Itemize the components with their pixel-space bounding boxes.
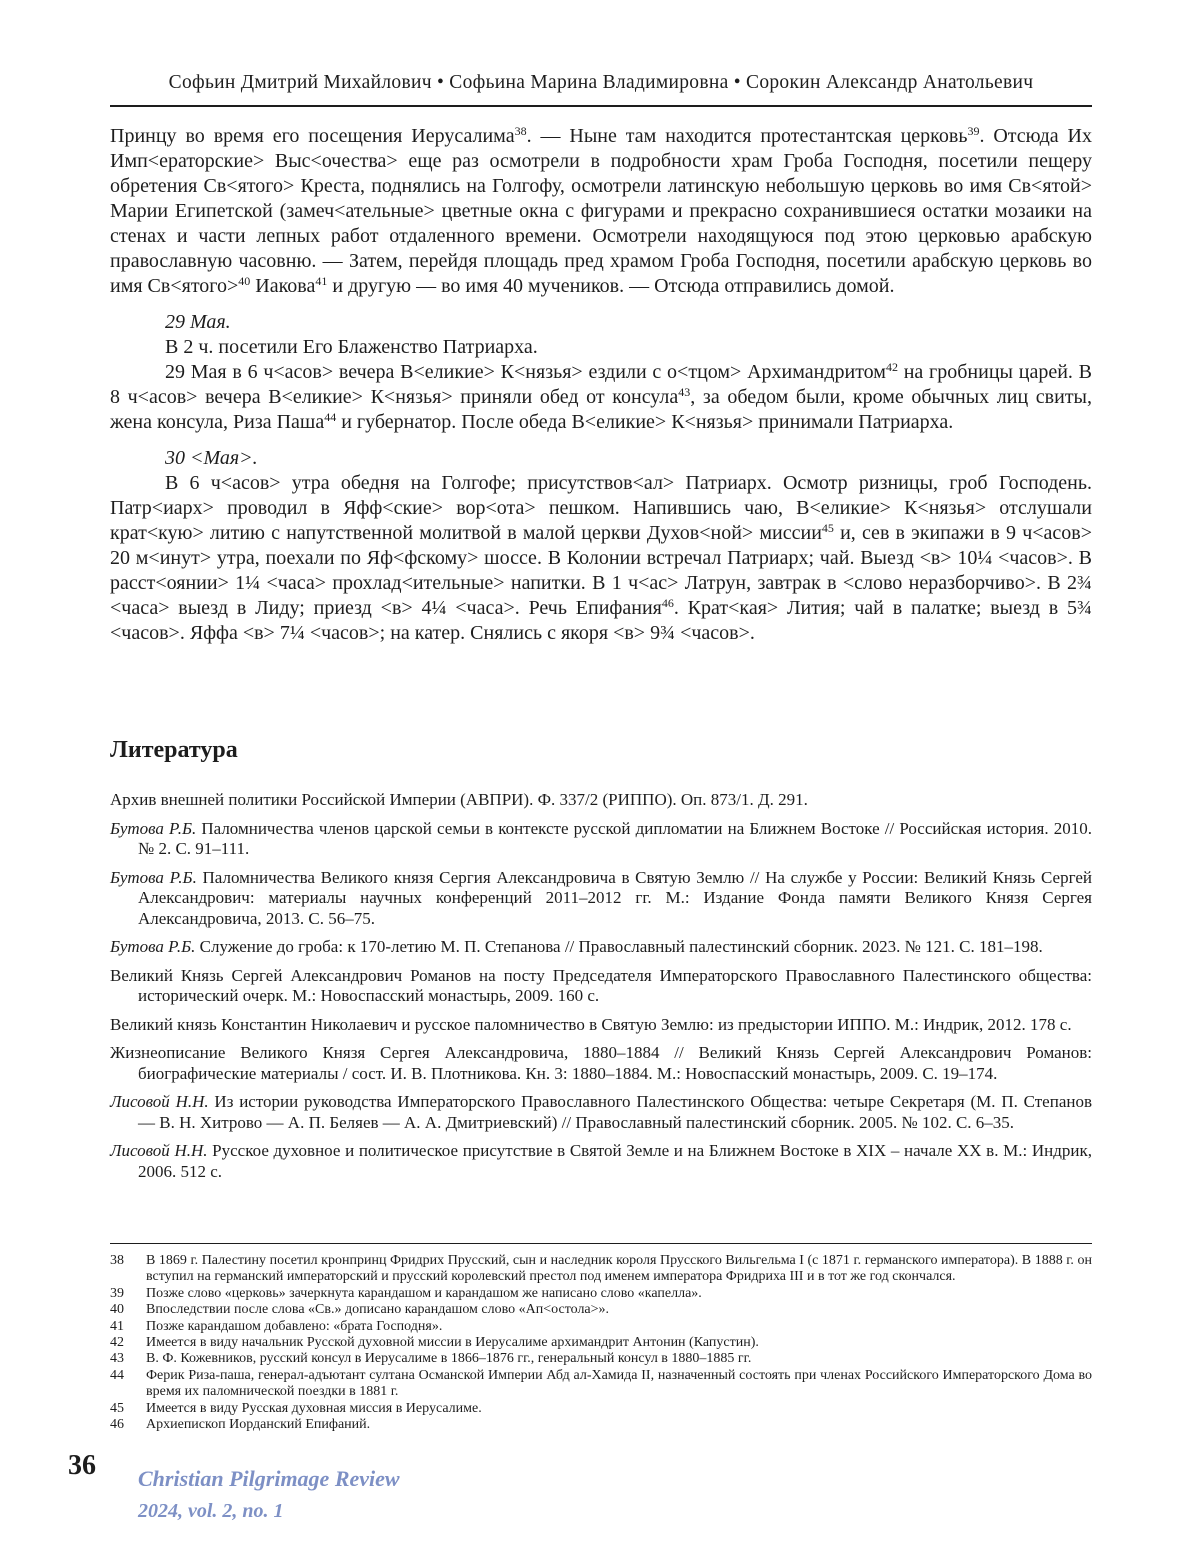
footnote	[110, 1253, 1092, 1286]
body-paragraph	[110, 471, 1092, 646]
body-paragraph	[110, 124, 1092, 299]
date-heading	[110, 310, 1092, 335]
text-run: Бутова Р.Б.	[110, 937, 196, 956]
footnote-number: 45	[110, 1400, 124, 1416]
body-text	[110, 124, 1092, 646]
footnote-marker: 40	[238, 274, 251, 288]
footnote-marker: 45	[821, 521, 834, 535]
footnote	[110, 1302, 1092, 1318]
footnote-marker: 43	[678, 385, 691, 399]
bibliography-entry	[110, 1141, 1092, 1182]
text-run: на гробницы царей. В 8 ч<асов> вечера В<еликие> К<нязья> приняли обед от консула	[110, 361, 1092, 408]
footnote-text: Ферик Риза-паша, генерал-адъютант султана Османской Империи Абд ал-Хамида II, назначенный состоять при членах Российского Императорского Дома во время их паломнической поездки в 1881 г.	[146, 1367, 1092, 1400]
footnotes-separator	[110, 1243, 1092, 1244]
footnote-number: 44	[110, 1367, 124, 1383]
text-run: Лисовой Н.Н.	[110, 1092, 209, 1111]
footnote	[110, 1286, 1092, 1302]
footnote-number: 43	[110, 1351, 124, 1367]
footnote-text: В 1869 г. Палестину посетил кронпринц Фридрих Прусский, сын и наследник короля Прусского Вильгельма I (с 1871 г. германского императора). В 1888 г. он вступил на германский императорский и прусский королевский престол под именем императора Фридриха III и в тот же год скончался.	[146, 1253, 1092, 1285]
footnote-marker: 39	[967, 124, 980, 138]
footnote	[110, 1335, 1092, 1351]
text-run: Паломничества Великого князя Сергия Александровича в Святую Землю // На службе у России: Великий Князь Сергей Александрович: материалы научных конференций 2011–2012 гг. М.: Издание Фонда памяти Великого Князя Сергея Александровича, 2013. С. 56–75.	[138, 867, 1092, 928]
footnote-number: 46	[110, 1417, 124, 1433]
text-run: Паломничества членов царской семьи в контексте русской дипломатии на Ближнем Востоке // Российская история. 2010. № 2. С. 91–111.	[138, 818, 1092, 858]
literature-heading: Литература	[110, 737, 238, 763]
footnote-marker: 41	[315, 274, 328, 288]
text-run: и губернатор. После обеда В<еликие> К<нязья> принимали Патриарха.	[336, 411, 954, 433]
footnote	[110, 1351, 1092, 1367]
text-run: и другую — во имя 40 мучеников. — Отсюда отправились домой.	[327, 275, 895, 297]
footnotes-list	[110, 1253, 1092, 1433]
page-number: 36	[68, 1450, 96, 1481]
footnote	[110, 1368, 1092, 1401]
text-run: Бутова Р.Б.	[110, 867, 197, 887]
footnote-marker: 42	[885, 360, 898, 374]
bibliography-entry	[110, 1092, 1092, 1133]
footnote-number: 40	[110, 1302, 124, 1318]
text-run: Принцу во время его посещения Иерусалима	[110, 125, 515, 147]
text-run: В 6 ч<асов> утра обедня на Голгофе; присутствов<ал> Патриарх. Осмотр ризницы, гроб Господень. Патр<иарх> проводил в Яфф<ские> вор<ота> пешком. Напившись чаю, В<еликие> К<нязья> отслушали крат<кую> литию с напутственной молитвой в малой церкви Духов<ной> миссии	[110, 472, 1092, 544]
footnote	[110, 1401, 1092, 1417]
text-run: Великий Князь Сергей Александрович Романов на посту Председателя Императорского Православного Палестинского общества: исторический очерк. М.: Новоспасский монастырь, 2009. 160 с.	[110, 965, 1092, 1005]
running-head-authors: Софьин Дмитрий Михайлович • Софьина Марина Владимировна • Сорокин Александр Анатольевич	[168, 72, 1034, 93]
footnote-text: Имеется в виду Русская духовная миссия в Иерусалиме.	[146, 1400, 482, 1416]
text-run: . — Ныне там находится протестантская церковь	[526, 125, 968, 147]
bibliography-entry	[110, 1015, 1092, 1036]
text-run: Иакова	[250, 275, 316, 297]
bibliography-entry	[110, 966, 1092, 1007]
bibliography-entry	[110, 937, 1092, 958]
footnote-marker: 46	[661, 596, 674, 610]
text-run: и, сев в экипажи в 9 ч<асов> 20 м<инут> утра, поехали по Яф<фскому> шоссе. В Колонии встречал Патриарх; чай. Выезд <в> 10¼ <часов>. В расст<оянии> 1¼ <часа> прохлад<ительные> напитки. В 1 ч<ас> Латрун, завтрак в <слово неразборчиво>. В 2¾ <часа> выезд в Лиду; приезд <в> 4¼ <часа>. Речь Епифания	[110, 522, 1093, 619]
text-run: 30 <Мая>.	[165, 447, 258, 469]
journal-issue: 2024, vol. 2, no. 1	[138, 1500, 284, 1522]
text-run: 29 Мая.	[165, 311, 231, 333]
text-run: , за обедом были, кроме обычных лиц свиты, жена консула, Риза Паша	[110, 386, 1092, 433]
header-rule	[110, 105, 1092, 107]
text-run: . Отсюда Их Имп<ераторские> Выс<очества> еще раз осмотрели в подробности храм Гроба Господня, посетили пещеру обретения Св<ятого> Креста, поднялись на Голгофу, осмотрели латинскую небольшую церковь во имя Св<ятой> Марии Египетской (замеч<ательные> цветные окна с фигурами и прекрасно сохранившиеся остатки мозаики на стенах и части лепных работ отдаленного времени. Осмотрели находящуюся под этою церковью арабскую православную часовню. — Затем, перейдя площадь пред храмом Гроба Господня, посетили арабскую церковь во имя Св<ятого>	[110, 125, 1092, 297]
text-run: Лисовой Н.Н.	[110, 1141, 208, 1160]
footnote-text: Позже слово «церковь» зачеркнута карандашом и карандашом же написано слово «капелла».	[146, 1285, 702, 1301]
journal-colophon	[138, 1466, 400, 1523]
date-heading	[110, 446, 1092, 471]
content-column	[0, 72, 1200, 646]
page-footer	[68, 1450, 400, 1523]
text-run: Жизнеописание Великого Князя Сергея Александровича, 1880–1884 // Великий Князь Сергей Александрович Романов: биографические материалы / сост. И. В. Плотникова. Кн. 3: 1880–1884. М.: Новоспасский монастырь, 2009. С. 19–174.	[110, 1043, 1092, 1083]
literature-section	[110, 737, 1092, 1190]
journal-title: Christian Pilgrimage Review	[138, 1466, 400, 1491]
text-run: . Крат<кая> Лития; чай в палатке; выезд в 5¾ <часов>. Яффа <в> 7¼ <часов>; на катер. Снялись с якоря <в> 9¾ <часов>.	[110, 597, 1093, 644]
footnote-text: Впоследствии после слова «Св.» дописано карандашом слово «Ап<остола>».	[146, 1302, 610, 1318]
footnote-text: В. Ф. Кожевников, русский консул в Иерусалиме в 1866–1876 гг., генеральный консул в 1880–1885 гг.	[146, 1351, 752, 1367]
text-run: 29 Мая в 6 ч<асов> вечера В<еликие> К<нязья> ездили с о<тцом> Архимандритом	[165, 361, 886, 383]
text-run: Русское духовное и политическое присутствие в Святой Земле и на Ближнем Востоке в XIX – начале XX в. М.: Индрик, 2006. 512 с.	[138, 1141, 1092, 1181]
footnote	[110, 1319, 1092, 1335]
text-run: Бутова Р.Б.	[110, 818, 197, 838]
bibliography-entry	[110, 868, 1092, 930]
bibliography-list	[110, 790, 1092, 1182]
footnote-number: 41	[110, 1318, 124, 1334]
text-run: В 2 ч. посетили Его Блаженство Патриарха.	[165, 336, 538, 358]
footnote-marker: 44	[324, 410, 337, 424]
footnote-number: 39	[110, 1285, 124, 1301]
text-run: Из истории руководства Императорского Православного Палестинского Общества: четыре Секретаря (М. П. Степанов — В. Н. Хитрово — А. П. Беляев — А. А. Дмитриевский) // Православный палестинский сборник. 2005. № 102. С. 6–35.	[138, 1092, 1092, 1132]
text-run: Великий князь Константин Николаевич и русское паломничество в Святую Землю: из предыстории ИППО. М.: Индрик, 2012. 178 с.	[110, 1014, 1072, 1034]
footnotes-section	[110, 1243, 1092, 1433]
footnote-number: 42	[110, 1335, 124, 1351]
footnote-text: Позже карандашом добавлено: «брата Господня».	[146, 1318, 443, 1334]
body-paragraph	[110, 335, 1092, 360]
bibliography-entry	[110, 819, 1092, 860]
footnote-marker: 38	[514, 124, 527, 138]
bibliography-entry	[110, 790, 1092, 811]
text-run: Служение до гроба: к 170-летию М. П. Степанова // Православный палестинский сборник. 2023. № 121. С. 181–198.	[195, 937, 1043, 956]
body-paragraph	[110, 360, 1092, 435]
footnote-text: Архиепископ Иорданский Епифаний.	[146, 1417, 371, 1433]
bibliography-entry	[110, 1043, 1092, 1084]
footnote-number: 38	[110, 1253, 124, 1268]
footnote	[110, 1417, 1092, 1433]
footnote-text: Имеется в виду начальник Русской духовной миссии в Иерусалиме архимандрит Антонин (Капустин).	[146, 1335, 759, 1351]
text-run: Архив внешней политики Российской Империи (АВПРИ). Ф. 337/2 (РИППО). Оп. 873/1. Д. 291.	[110, 790, 808, 809]
